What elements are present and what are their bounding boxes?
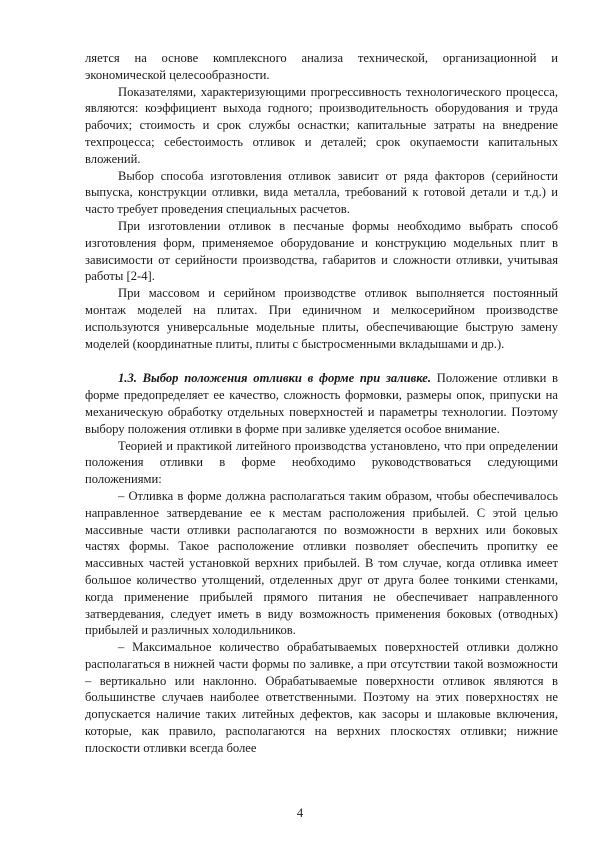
section-heading: 1.3. Выбор положения отливки в форме при заливке. [118, 371, 431, 386]
paragraph-principle-1: – Отливка в форме должна располагаться таким образом, чтобы обеспечивалось направленное затвердевание ее к местам расположения прибылей. С этой целью массивные части отливки располагаются по возможности в верхних или боковых частях формы. Такое расположение отливки позволяет обеспечить пропитку ее массивных частей установкой верхних прибылей. В том случае, когда отливка имеет большое количество утолщений, отделенных друг от друга более тонкими стенками, когда применение прибылей прямого питания не обеспечивает направленного затвердевания, следует иметь в виду возможность применения боковых (отводных) прибылей и различных холодильников. [85, 488, 558, 638]
paragraph-continuation: ляется на основе комплексного анализа технической, организационной и экономической целесообразности. [85, 51, 558, 82]
section-1-3-paragraph [85, 370, 558, 437]
paragraph-principle-2: – Максимальное количество обрабатываемых поверхностей отливки должно располагаться в нижней части формы по заливке, а при отсутствии такой возможности – вертикально или наклонно. Обрабатываемые поверхности отливок являются в большинстве случаев наиболее ответственными. Поэтому на этих поверхностях не допускается наличие таких литейных дефектов, как засоры и шлаковые включения, которые, как правило, располагаются на верхних плоскостях отливки; нижние плоскости отливки всегда более [85, 640, 558, 755]
document-page [85, 50, 558, 757]
paragraph-sand-molds: При изготовлении отливок в песчаные формы необходимо выбрать способ изготовления форм, применяемое оборудование и конструкцию модельных плит в зависимости от серийности производства, габаритов и сложности отливки, учитывая работы [2-4]. [85, 218, 558, 284]
section-gap [85, 352, 558, 370]
paragraph-pattern-plates: При массовом и серийном производстве отливок выполняется постоянный монтаж моделей на плитах. При единичном и мелкосерийном производстве используются универсальные модельные плиты, обеспечивающие быструю замену моделей (координатные плиты, плиты с быстросменными вкладышами и др.). [85, 286, 558, 351]
paragraph-principles-intro: Теорией и практикой литейного производства установлено, что при определении положения отливки в форме необходимо руководствоваться следующими положениями: [85, 438, 558, 487]
paragraph-progress-indicators: Показателями, характеризующими прогрессивность технологического процесса, являются: коэффициент выхода годного; производительность оборудования и труда рабочих; стоимость и срок службы оснастки; капитальные затраты на внедрение техпроцесса; себестоимость отливок и деталей; срок окупаемости капитальных вложений. [85, 84, 558, 166]
page-number: 4 [296, 806, 304, 820]
section-intro-text: Положение отливки в форме предопределяет ее качество, сложность формовки, размеры опок, припуски на механическую обработку отдельных поверхностей и параметры технологии. Поэтому выбору положения отливки в форме при заливке уделяется особое внимание. [85, 371, 558, 436]
paragraph-casting-method-choice: Выбор способа изготовления отливок зависит от ряда факторов (серийности выпуска, конструкции отливки, вида металла, требований к готовой детали и т.д.) и часто требует проведения специальных расчетов. [85, 168, 558, 217]
